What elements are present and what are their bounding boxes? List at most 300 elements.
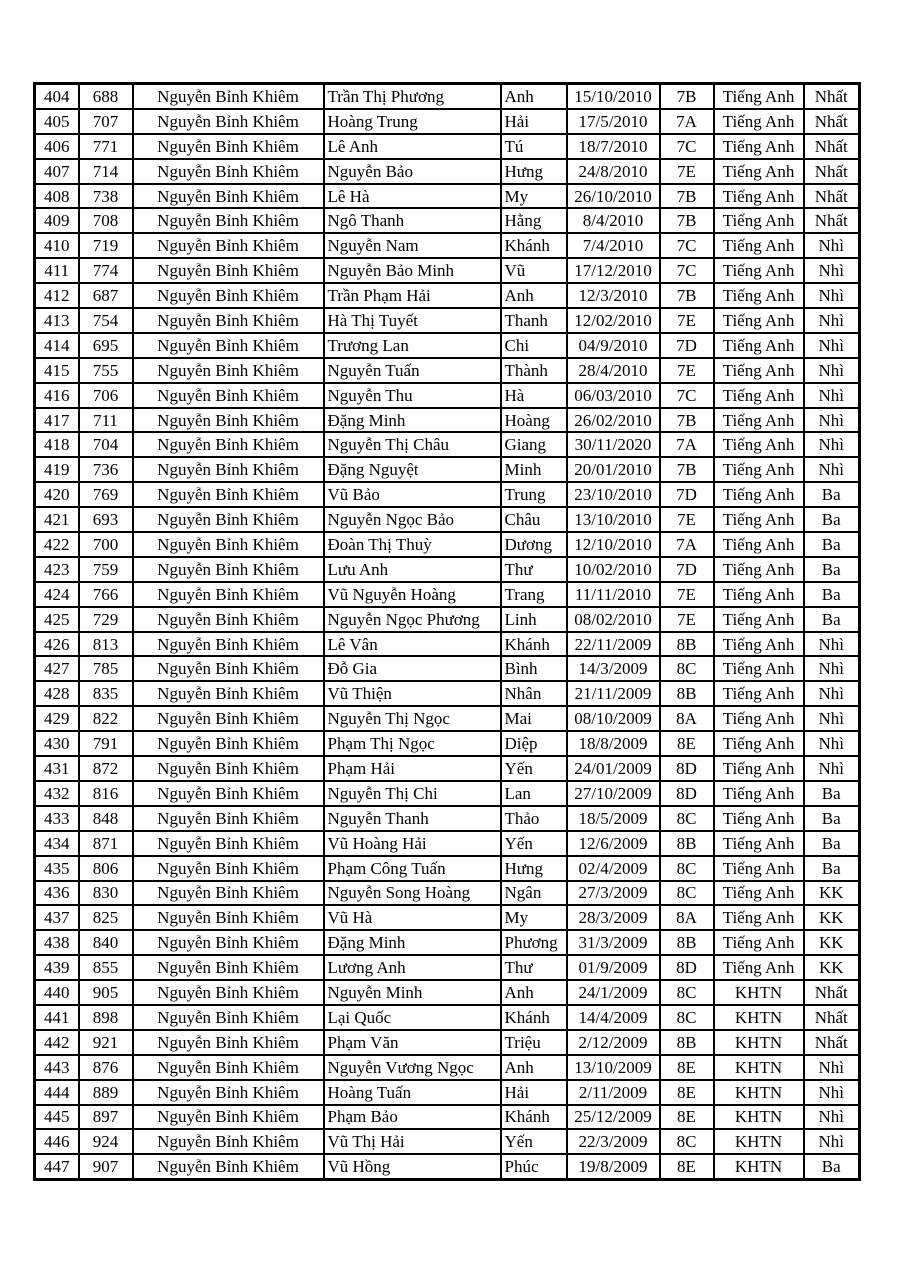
cell-school-name: Nguyễn Bỉnh Khiêm (133, 208, 324, 233)
cell-prize: Nhất (804, 1005, 860, 1030)
table-row (35, 980, 860, 1005)
cell-date-of-birth: 08/02/2010 (567, 607, 660, 632)
table-row (35, 557, 860, 582)
cell-given-name: Trang (501, 582, 567, 607)
cell-date-of-birth: 7/4/2010 (567, 233, 660, 258)
cell-school-name: Nguyễn Bỉnh Khiêm (133, 358, 324, 383)
cell-surname-middle-name: Hoàng Tuấn (324, 1080, 501, 1105)
cell-date-of-birth: 22/3/2009 (567, 1129, 660, 1154)
cell-school-name: Nguyễn Bỉnh Khiêm (133, 856, 324, 881)
cell-surname-middle-name: Nguyễn Song Hoàng (324, 881, 501, 906)
cell-school-name: Nguyễn Bỉnh Khiêm (133, 1055, 324, 1080)
cell-candidate-number: 771 (79, 134, 133, 159)
cell-subject: Tiếng Anh (714, 681, 804, 706)
cell-class: 8D (660, 781, 714, 806)
cell-candidate-number: 766 (79, 582, 133, 607)
cell-surname-middle-name: Phạm Bảo (324, 1105, 501, 1130)
cell-date-of-birth: 01/9/2009 (567, 955, 660, 980)
cell-row-number: 427 (35, 656, 79, 681)
cell-school-name: Nguyễn Bỉnh Khiêm (133, 432, 324, 457)
cell-prize: Nhì (804, 258, 860, 283)
cell-class: 7C (660, 233, 714, 258)
cell-subject: Tiếng Anh (714, 308, 804, 333)
cell-given-name: Hải (501, 1080, 567, 1105)
cell-row-number: 425 (35, 607, 79, 632)
cell-date-of-birth: 17/5/2010 (567, 109, 660, 134)
cell-date-of-birth: 30/11/2020 (567, 432, 660, 457)
cell-given-name: Ngân (501, 881, 567, 906)
cell-class: 8B (660, 831, 714, 856)
cell-subject: Tiếng Anh (714, 955, 804, 980)
cell-row-number: 436 (35, 881, 79, 906)
cell-candidate-number: 695 (79, 333, 133, 358)
cell-subject: Tiếng Anh (714, 881, 804, 906)
cell-date-of-birth: 14/3/2009 (567, 656, 660, 681)
cell-given-name: My (501, 184, 567, 209)
cell-surname-middle-name: Nguyễn Thu (324, 383, 501, 408)
table-row (35, 432, 860, 457)
cell-subject: Tiếng Anh (714, 283, 804, 308)
cell-school-name: Nguyễn Bỉnh Khiêm (133, 1080, 324, 1105)
cell-prize: Nhì (804, 756, 860, 781)
cell-prize: Ba (804, 507, 860, 532)
table-row (35, 233, 860, 258)
cell-given-name: Hoàng (501, 408, 567, 433)
cell-surname-middle-name: Lương Anh (324, 955, 501, 980)
cell-class: 8C (660, 1129, 714, 1154)
cell-row-number: 440 (35, 980, 79, 1005)
cell-class: 8D (660, 756, 714, 781)
cell-subject: Tiếng Anh (714, 333, 804, 358)
cell-class: 7B (660, 457, 714, 482)
cell-row-number: 423 (35, 557, 79, 582)
cell-surname-middle-name: Ngô Thanh (324, 208, 501, 233)
cell-row-number: 411 (35, 258, 79, 283)
cell-candidate-number: 907 (79, 1154, 133, 1179)
cell-class: 7B (660, 184, 714, 209)
cell-given-name: Phương (501, 930, 567, 955)
cell-candidate-number: 848 (79, 806, 133, 831)
table-row (35, 333, 860, 358)
cell-school-name: Nguyễn Bỉnh Khiêm (133, 1005, 324, 1030)
cell-prize: Nhất (804, 159, 860, 184)
cell-class: 7B (660, 208, 714, 233)
cell-school-name: Nguyễn Bỉnh Khiêm (133, 831, 324, 856)
cell-date-of-birth: 12/3/2010 (567, 283, 660, 308)
cell-subject: Tiếng Anh (714, 432, 804, 457)
cell-school-name: Nguyễn Bỉnh Khiêm (133, 333, 324, 358)
cell-class: 7E (660, 582, 714, 607)
cell-school-name: Nguyễn Bỉnh Khiêm (133, 1129, 324, 1154)
cell-candidate-number: 822 (79, 706, 133, 731)
cell-subject: Tiếng Anh (714, 582, 804, 607)
cell-school-name: Nguyễn Bỉnh Khiêm (133, 681, 324, 706)
cell-surname-middle-name: Nguyễn Ngọc Bảo (324, 507, 501, 532)
table-row (35, 806, 860, 831)
cell-surname-middle-name: Vũ Hà (324, 905, 501, 930)
table-row (35, 781, 860, 806)
cell-school-name: Nguyễn Bỉnh Khiêm (133, 383, 324, 408)
cell-surname-middle-name: Lưu Anh (324, 557, 501, 582)
cell-date-of-birth: 13/10/2009 (567, 1055, 660, 1080)
cell-date-of-birth: 13/10/2010 (567, 507, 660, 532)
cell-school-name: Nguyễn Bỉnh Khiêm (133, 1154, 324, 1179)
cell-date-of-birth: 22/11/2009 (567, 632, 660, 657)
table-row (35, 681, 860, 706)
cell-date-of-birth: 24/8/2010 (567, 159, 660, 184)
cell-school-name: Nguyễn Bỉnh Khiêm (133, 930, 324, 955)
cell-prize: Nhì (804, 432, 860, 457)
cell-candidate-number: 706 (79, 383, 133, 408)
cell-prize: Nhì (804, 1055, 860, 1080)
cell-candidate-number: 688 (79, 84, 133, 109)
cell-subject: KHTN (714, 1154, 804, 1179)
cell-surname-middle-name: Nguyễn Ngọc Phương (324, 607, 501, 632)
cell-subject: Tiếng Anh (714, 159, 804, 184)
cell-surname-middle-name: Trần Phạm Hải (324, 283, 501, 308)
cell-subject: Tiếng Anh (714, 208, 804, 233)
table-row (35, 159, 860, 184)
cell-surname-middle-name: Phạm Hải (324, 756, 501, 781)
cell-candidate-number: 876 (79, 1055, 133, 1080)
cell-candidate-number: 687 (79, 283, 133, 308)
cell-school-name: Nguyễn Bỉnh Khiêm (133, 457, 324, 482)
cell-surname-middle-name: Phạm Thị Ngọc (324, 731, 501, 756)
cell-given-name: Minh (501, 457, 567, 482)
table-row (35, 507, 860, 532)
cell-row-number: 442 (35, 1030, 79, 1055)
cell-row-number: 444 (35, 1080, 79, 1105)
cell-candidate-number: 835 (79, 681, 133, 706)
cell-row-number: 429 (35, 706, 79, 731)
cell-candidate-number: 898 (79, 1005, 133, 1030)
cell-surname-middle-name: Trần Thị Phương (324, 84, 501, 109)
cell-row-number: 420 (35, 482, 79, 507)
cell-school-name: Nguyễn Bỉnh Khiêm (133, 84, 324, 109)
cell-surname-middle-name: Nguyễn Vương Ngọc (324, 1055, 501, 1080)
cell-school-name: Nguyễn Bỉnh Khiêm (133, 557, 324, 582)
table-row (35, 706, 860, 731)
cell-prize: Nhì (804, 457, 860, 482)
cell-row-number: 439 (35, 955, 79, 980)
cell-row-number: 406 (35, 134, 79, 159)
cell-class: 8E (660, 1154, 714, 1179)
cell-date-of-birth: 27/10/2009 (567, 781, 660, 806)
cell-candidate-number: 921 (79, 1030, 133, 1055)
cell-date-of-birth: 19/8/2009 (567, 1154, 660, 1179)
cell-row-number: 447 (35, 1154, 79, 1179)
table-row (35, 1005, 860, 1030)
cell-prize: Ba (804, 482, 860, 507)
cell-class: 7C (660, 134, 714, 159)
cell-subject: Tiếng Anh (714, 756, 804, 781)
table-row (35, 1129, 860, 1154)
cell-row-number: 415 (35, 358, 79, 383)
cell-surname-middle-name: Hà Thị Tuyết (324, 308, 501, 333)
cell-subject: Tiếng Anh (714, 358, 804, 383)
cell-class: 7A (660, 109, 714, 134)
cell-candidate-number: 769 (79, 482, 133, 507)
cell-subject: KHTN (714, 1055, 804, 1080)
cell-prize: Nhì (804, 1080, 860, 1105)
cell-row-number: 443 (35, 1055, 79, 1080)
cell-prize: Nhì (804, 383, 860, 408)
cell-date-of-birth: 12/10/2010 (567, 532, 660, 557)
cell-prize: Ba (804, 806, 860, 831)
cell-candidate-number: 813 (79, 632, 133, 657)
cell-prize: Nhất (804, 1030, 860, 1055)
cell-candidate-number: 700 (79, 532, 133, 557)
cell-date-of-birth: 12/6/2009 (567, 831, 660, 856)
cell-given-name: Lan (501, 781, 567, 806)
table-row (35, 656, 860, 681)
cell-given-name: Trung (501, 482, 567, 507)
cell-surname-middle-name: Vũ Nguyễn Hoàng (324, 582, 501, 607)
table-row (35, 109, 860, 134)
cell-row-number: 446 (35, 1129, 79, 1154)
cell-row-number: 405 (35, 109, 79, 134)
cell-date-of-birth: 27/3/2009 (567, 881, 660, 906)
table-row (35, 930, 860, 955)
cell-school-name: Nguyễn Bỉnh Khiêm (133, 980, 324, 1005)
cell-given-name: Diệp (501, 731, 567, 756)
cell-school-name: Nguyễn Bỉnh Khiêm (133, 632, 324, 657)
cell-subject: Tiếng Anh (714, 233, 804, 258)
cell-school-name: Nguyễn Bỉnh Khiêm (133, 1030, 324, 1055)
cell-school-name: Nguyễn Bỉnh Khiêm (133, 731, 324, 756)
cell-row-number: 410 (35, 233, 79, 258)
cell-row-number: 409 (35, 208, 79, 233)
cell-school-name: Nguyễn Bỉnh Khiêm (133, 159, 324, 184)
cell-surname-middle-name: Nguyễn Tuấn (324, 358, 501, 383)
cell-prize: Nhì (804, 1129, 860, 1154)
cell-given-name: Mai (501, 706, 567, 731)
cell-class: 8B (660, 930, 714, 955)
cell-given-name: Thanh (501, 308, 567, 333)
cell-prize: Ba (804, 582, 860, 607)
table-row (35, 1030, 860, 1055)
cell-class: 7D (660, 333, 714, 358)
table-row (35, 184, 860, 209)
cell-surname-middle-name: Lại Quốc (324, 1005, 501, 1030)
cell-given-name: Hưng (501, 856, 567, 881)
cell-date-of-birth: 10/02/2010 (567, 557, 660, 582)
cell-given-name: Phúc (501, 1154, 567, 1179)
cell-given-name: Hằng (501, 208, 567, 233)
cell-class: 7E (660, 159, 714, 184)
cell-date-of-birth: 02/4/2009 (567, 856, 660, 881)
cell-surname-middle-name: Nguyễn Bảo Minh (324, 258, 501, 283)
cell-candidate-number: 806 (79, 856, 133, 881)
cell-subject: Tiếng Anh (714, 532, 804, 557)
table-row (35, 607, 860, 632)
cell-surname-middle-name: Vũ Hồng (324, 1154, 501, 1179)
cell-subject: Tiếng Anh (714, 905, 804, 930)
cell-prize: Nhất (804, 184, 860, 209)
results-table-body (35, 84, 860, 1180)
cell-school-name: Nguyễn Bỉnh Khiêm (133, 308, 324, 333)
cell-class: 7A (660, 432, 714, 457)
cell-subject: Tiếng Anh (714, 731, 804, 756)
cell-date-of-birth: 18/5/2009 (567, 806, 660, 831)
table-row (35, 1105, 860, 1130)
cell-date-of-birth: 26/10/2010 (567, 184, 660, 209)
cell-candidate-number: 825 (79, 905, 133, 930)
cell-subject: Tiếng Anh (714, 383, 804, 408)
cell-subject: Tiếng Anh (714, 930, 804, 955)
table-row (35, 258, 860, 283)
cell-prize: Nhì (804, 308, 860, 333)
cell-subject: Tiếng Anh (714, 806, 804, 831)
cell-subject: Tiếng Anh (714, 457, 804, 482)
cell-class: 8D (660, 955, 714, 980)
cell-given-name: Thảo (501, 806, 567, 831)
cell-row-number: 407 (35, 159, 79, 184)
cell-class: 8E (660, 1105, 714, 1130)
cell-date-of-birth: 20/01/2010 (567, 457, 660, 482)
cell-subject: Tiếng Anh (714, 656, 804, 681)
cell-subject: Tiếng Anh (714, 109, 804, 134)
cell-date-of-birth: 2/11/2009 (567, 1080, 660, 1105)
table-row (35, 632, 860, 657)
cell-given-name: Giang (501, 432, 567, 457)
cell-class: 7E (660, 507, 714, 532)
cell-date-of-birth: 15/10/2010 (567, 84, 660, 109)
table-row (35, 283, 860, 308)
table-row (35, 1080, 860, 1105)
cell-row-number: 416 (35, 383, 79, 408)
cell-row-number: 412 (35, 283, 79, 308)
cell-subject: Tiếng Anh (714, 607, 804, 632)
cell-date-of-birth: 18/7/2010 (567, 134, 660, 159)
table-row (35, 955, 860, 980)
cell-row-number: 438 (35, 930, 79, 955)
cell-class: 7A (660, 532, 714, 557)
cell-given-name: Bình (501, 656, 567, 681)
cell-candidate-number: 905 (79, 980, 133, 1005)
table-row (35, 408, 860, 433)
cell-school-name: Nguyễn Bỉnh Khiêm (133, 408, 324, 433)
cell-subject: Tiếng Anh (714, 408, 804, 433)
cell-given-name: Yến (501, 831, 567, 856)
cell-subject: Tiếng Anh (714, 856, 804, 881)
cell-subject: Tiếng Anh (714, 84, 804, 109)
cell-date-of-birth: 23/10/2010 (567, 482, 660, 507)
cell-school-name: Nguyễn Bỉnh Khiêm (133, 233, 324, 258)
cell-prize: Ba (804, 557, 860, 582)
cell-surname-middle-name: Nguyễn Thanh (324, 806, 501, 831)
cell-candidate-number: 755 (79, 358, 133, 383)
cell-date-of-birth: 8/4/2010 (567, 208, 660, 233)
cell-subject: KHTN (714, 1030, 804, 1055)
cell-school-name: Nguyễn Bỉnh Khiêm (133, 532, 324, 557)
cell-surname-middle-name: Phạm Văn (324, 1030, 501, 1055)
cell-given-name: Chi (501, 333, 567, 358)
cell-prize: Nhì (804, 632, 860, 657)
cell-class: 8B (660, 632, 714, 657)
table-row (35, 457, 860, 482)
cell-prize: Ba (804, 607, 860, 632)
cell-candidate-number: 889 (79, 1080, 133, 1105)
cell-candidate-number: 816 (79, 781, 133, 806)
cell-date-of-birth: 24/01/2009 (567, 756, 660, 781)
table-row (35, 134, 860, 159)
cell-candidate-number: 774 (79, 258, 133, 283)
cell-subject: Tiếng Anh (714, 507, 804, 532)
cell-school-name: Nguyễn Bỉnh Khiêm (133, 806, 324, 831)
cell-prize: Nhì (804, 731, 860, 756)
cell-surname-middle-name: Lê Anh (324, 134, 501, 159)
cell-prize: Nhì (804, 358, 860, 383)
table-row (35, 84, 860, 109)
cell-class: 8B (660, 681, 714, 706)
cell-date-of-birth: 31/3/2009 (567, 930, 660, 955)
cell-given-name: Nhân (501, 681, 567, 706)
cell-prize: Ba (804, 856, 860, 881)
cell-prize: KK (804, 955, 860, 980)
cell-surname-middle-name: Đặng Minh (324, 408, 501, 433)
cell-candidate-number: 830 (79, 881, 133, 906)
cell-date-of-birth: 04/9/2010 (567, 333, 660, 358)
cell-date-of-birth: 17/12/2010 (567, 258, 660, 283)
table-row (35, 856, 860, 881)
cell-candidate-number: 693 (79, 507, 133, 532)
table-row (35, 208, 860, 233)
cell-class: 7B (660, 84, 714, 109)
cell-class: 8B (660, 1030, 714, 1055)
cell-row-number: 418 (35, 432, 79, 457)
cell-date-of-birth: 28/3/2009 (567, 905, 660, 930)
cell-row-number: 431 (35, 756, 79, 781)
cell-candidate-number: 855 (79, 955, 133, 980)
cell-class: 8A (660, 905, 714, 930)
cell-class: 7B (660, 408, 714, 433)
cell-given-name: Khánh (501, 632, 567, 657)
cell-row-number: 433 (35, 806, 79, 831)
cell-surname-middle-name: Vũ Thị Hải (324, 1129, 501, 1154)
cell-given-name: Anh (501, 980, 567, 1005)
cell-surname-middle-name: Vũ Hoàng Hải (324, 831, 501, 856)
cell-row-number: 441 (35, 1005, 79, 1030)
cell-surname-middle-name: Hoàng Trung (324, 109, 501, 134)
table-row (35, 756, 860, 781)
cell-subject: KHTN (714, 980, 804, 1005)
cell-date-of-birth: 25/12/2009 (567, 1105, 660, 1130)
cell-prize: Ba (804, 781, 860, 806)
table-row (35, 905, 860, 930)
cell-candidate-number: 785 (79, 656, 133, 681)
cell-date-of-birth: 21/11/2009 (567, 681, 660, 706)
cell-prize: Nhì (804, 681, 860, 706)
cell-given-name: Yến (501, 1129, 567, 1154)
cell-class: 7D (660, 557, 714, 582)
cell-surname-middle-name: Nguyễn Thị Chi (324, 781, 501, 806)
cell-subject: Tiếng Anh (714, 482, 804, 507)
cell-given-name: Thư (501, 557, 567, 582)
cell-row-number: 422 (35, 532, 79, 557)
cell-school-name: Nguyễn Bỉnh Khiêm (133, 482, 324, 507)
cell-school-name: Nguyễn Bỉnh Khiêm (133, 706, 324, 731)
cell-date-of-birth: 08/10/2009 (567, 706, 660, 731)
cell-candidate-number: 704 (79, 432, 133, 457)
cell-given-name: Dương (501, 532, 567, 557)
cell-row-number: 404 (35, 84, 79, 109)
table-row (35, 1154, 860, 1179)
cell-row-number: 424 (35, 582, 79, 607)
cell-given-name: Khánh (501, 1005, 567, 1030)
cell-candidate-number: 872 (79, 756, 133, 781)
cell-subject: Tiếng Anh (714, 134, 804, 159)
